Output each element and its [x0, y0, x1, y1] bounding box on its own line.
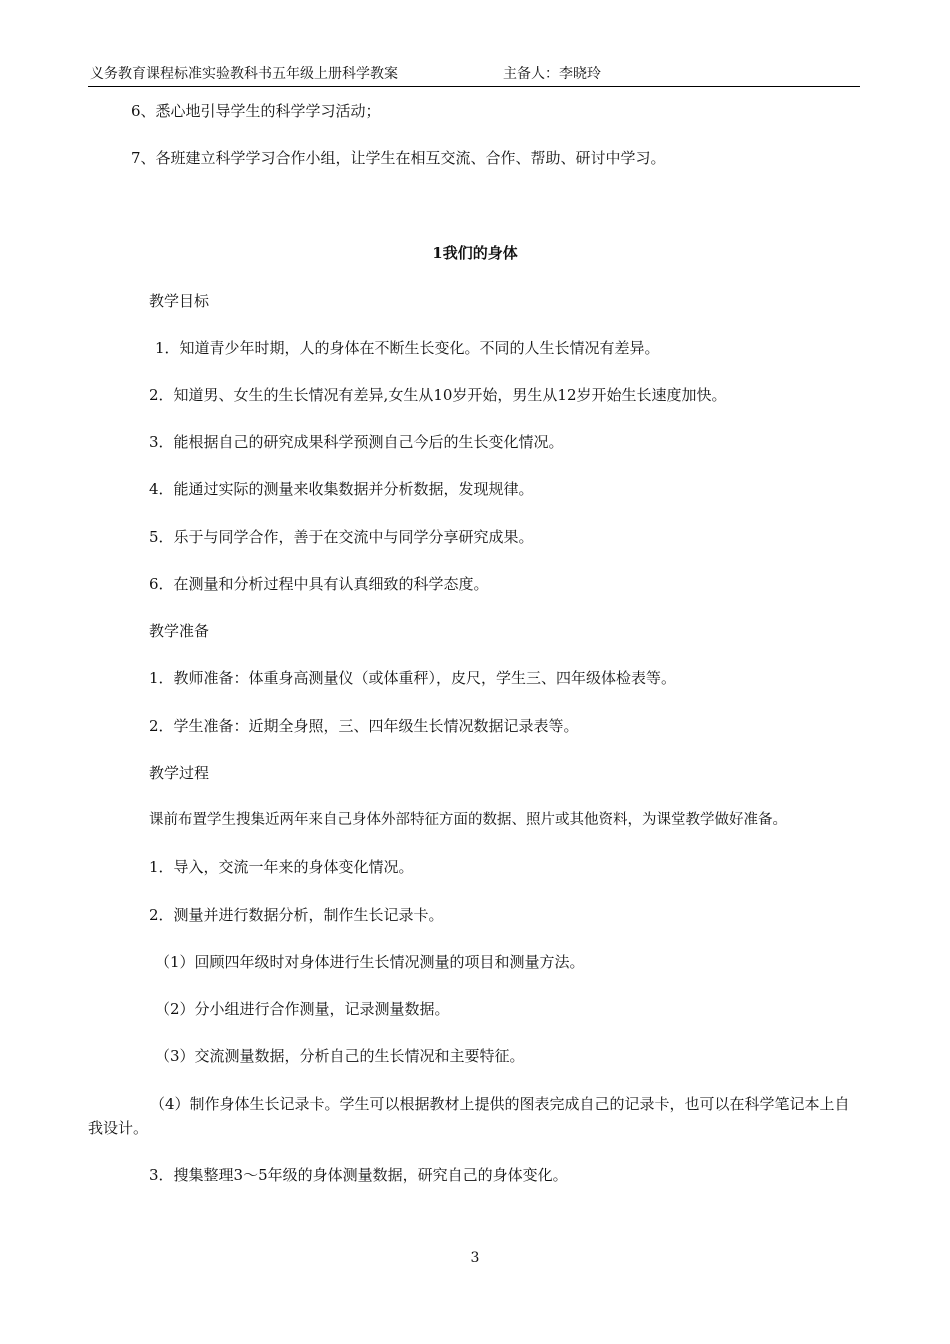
- prep-heading: 教学准备: [149, 622, 210, 640]
- intro-item: 6、悉心地引导学生的科学学习活动；: [131, 102, 381, 120]
- process-step: 3．搜集整理3～5年级的身体测量数据，研究自己的身体变化。: [149, 1166, 568, 1184]
- process-step: 2．测量并进行数据分析，制作生长记录卡。: [149, 906, 444, 924]
- process-step: （1）回顾四年级时对身体进行生长情况测量的项目和测量方法。: [155, 953, 585, 971]
- prep-item: 2．学生准备：近期全身照，三、四年级生长情况数据记录表等。: [149, 717, 579, 735]
- process-step: （2）分小组进行合作测量，记录测量数据。: [155, 1000, 450, 1018]
- page-number: 3: [470, 1250, 480, 1266]
- lesson-title: 1我们的身体: [432, 244, 518, 262]
- process-intro: 课前布置学生搜集近两年来自己身体外部特征方面的数据、照片或其他资料，为课堂教学做好准备。: [149, 812, 787, 828]
- goal-item: 2．知道男、女生的生长情况有差异,女生从10岁开始，男生从12岁开始生长速度加快。: [149, 386, 727, 404]
- goal-item: 4．能通过实际的测量来收集数据并分析数据，发现规律。: [149, 480, 534, 498]
- running-header: [88, 64, 860, 87]
- goals-heading: 教学目标: [149, 292, 210, 310]
- process-step: （4）制作身体生长记录卡。学生可以根据教材上提供的图表完成自己的记录卡，也可以在科学笔记本上自我设计。: [88, 1095, 850, 1137]
- goal-item: 1．知道青少年时期，人的身体在不断生长变化。不同的人生长情况有差异。: [155, 339, 660, 357]
- prep-item: 1．教师准备：体重身高测量仪（或体重秤），皮尺，学生三、四年级体检表等。: [149, 669, 677, 687]
- process-step: （3）交流测量数据，分析自己的生长情况和主要特征。: [155, 1047, 525, 1065]
- header-title: 义务教育课程标准实验教科书五年级上册科学教案: [90, 66, 398, 82]
- goal-item: 3．能根据自己的研究成果科学预测自己今后的生长变化情况。: [149, 433, 564, 451]
- goal-item: 6．在测量和分析过程中具有认真细致的科学态度。: [149, 575, 489, 593]
- goal-item: 5．乐于与同学合作，善于在交流中与同学分享研究成果。: [149, 528, 534, 546]
- header-author: 主备人：李晓玲: [503, 66, 601, 82]
- intro-item: 7、各班建立科学学习合作小组，让学生在相互交流、合作、帮助、研讨中学习。: [131, 149, 666, 167]
- process-heading: 教学过程: [149, 764, 210, 782]
- process-step: 1．导入，交流一年来的身体变化情况。: [149, 858, 414, 876]
